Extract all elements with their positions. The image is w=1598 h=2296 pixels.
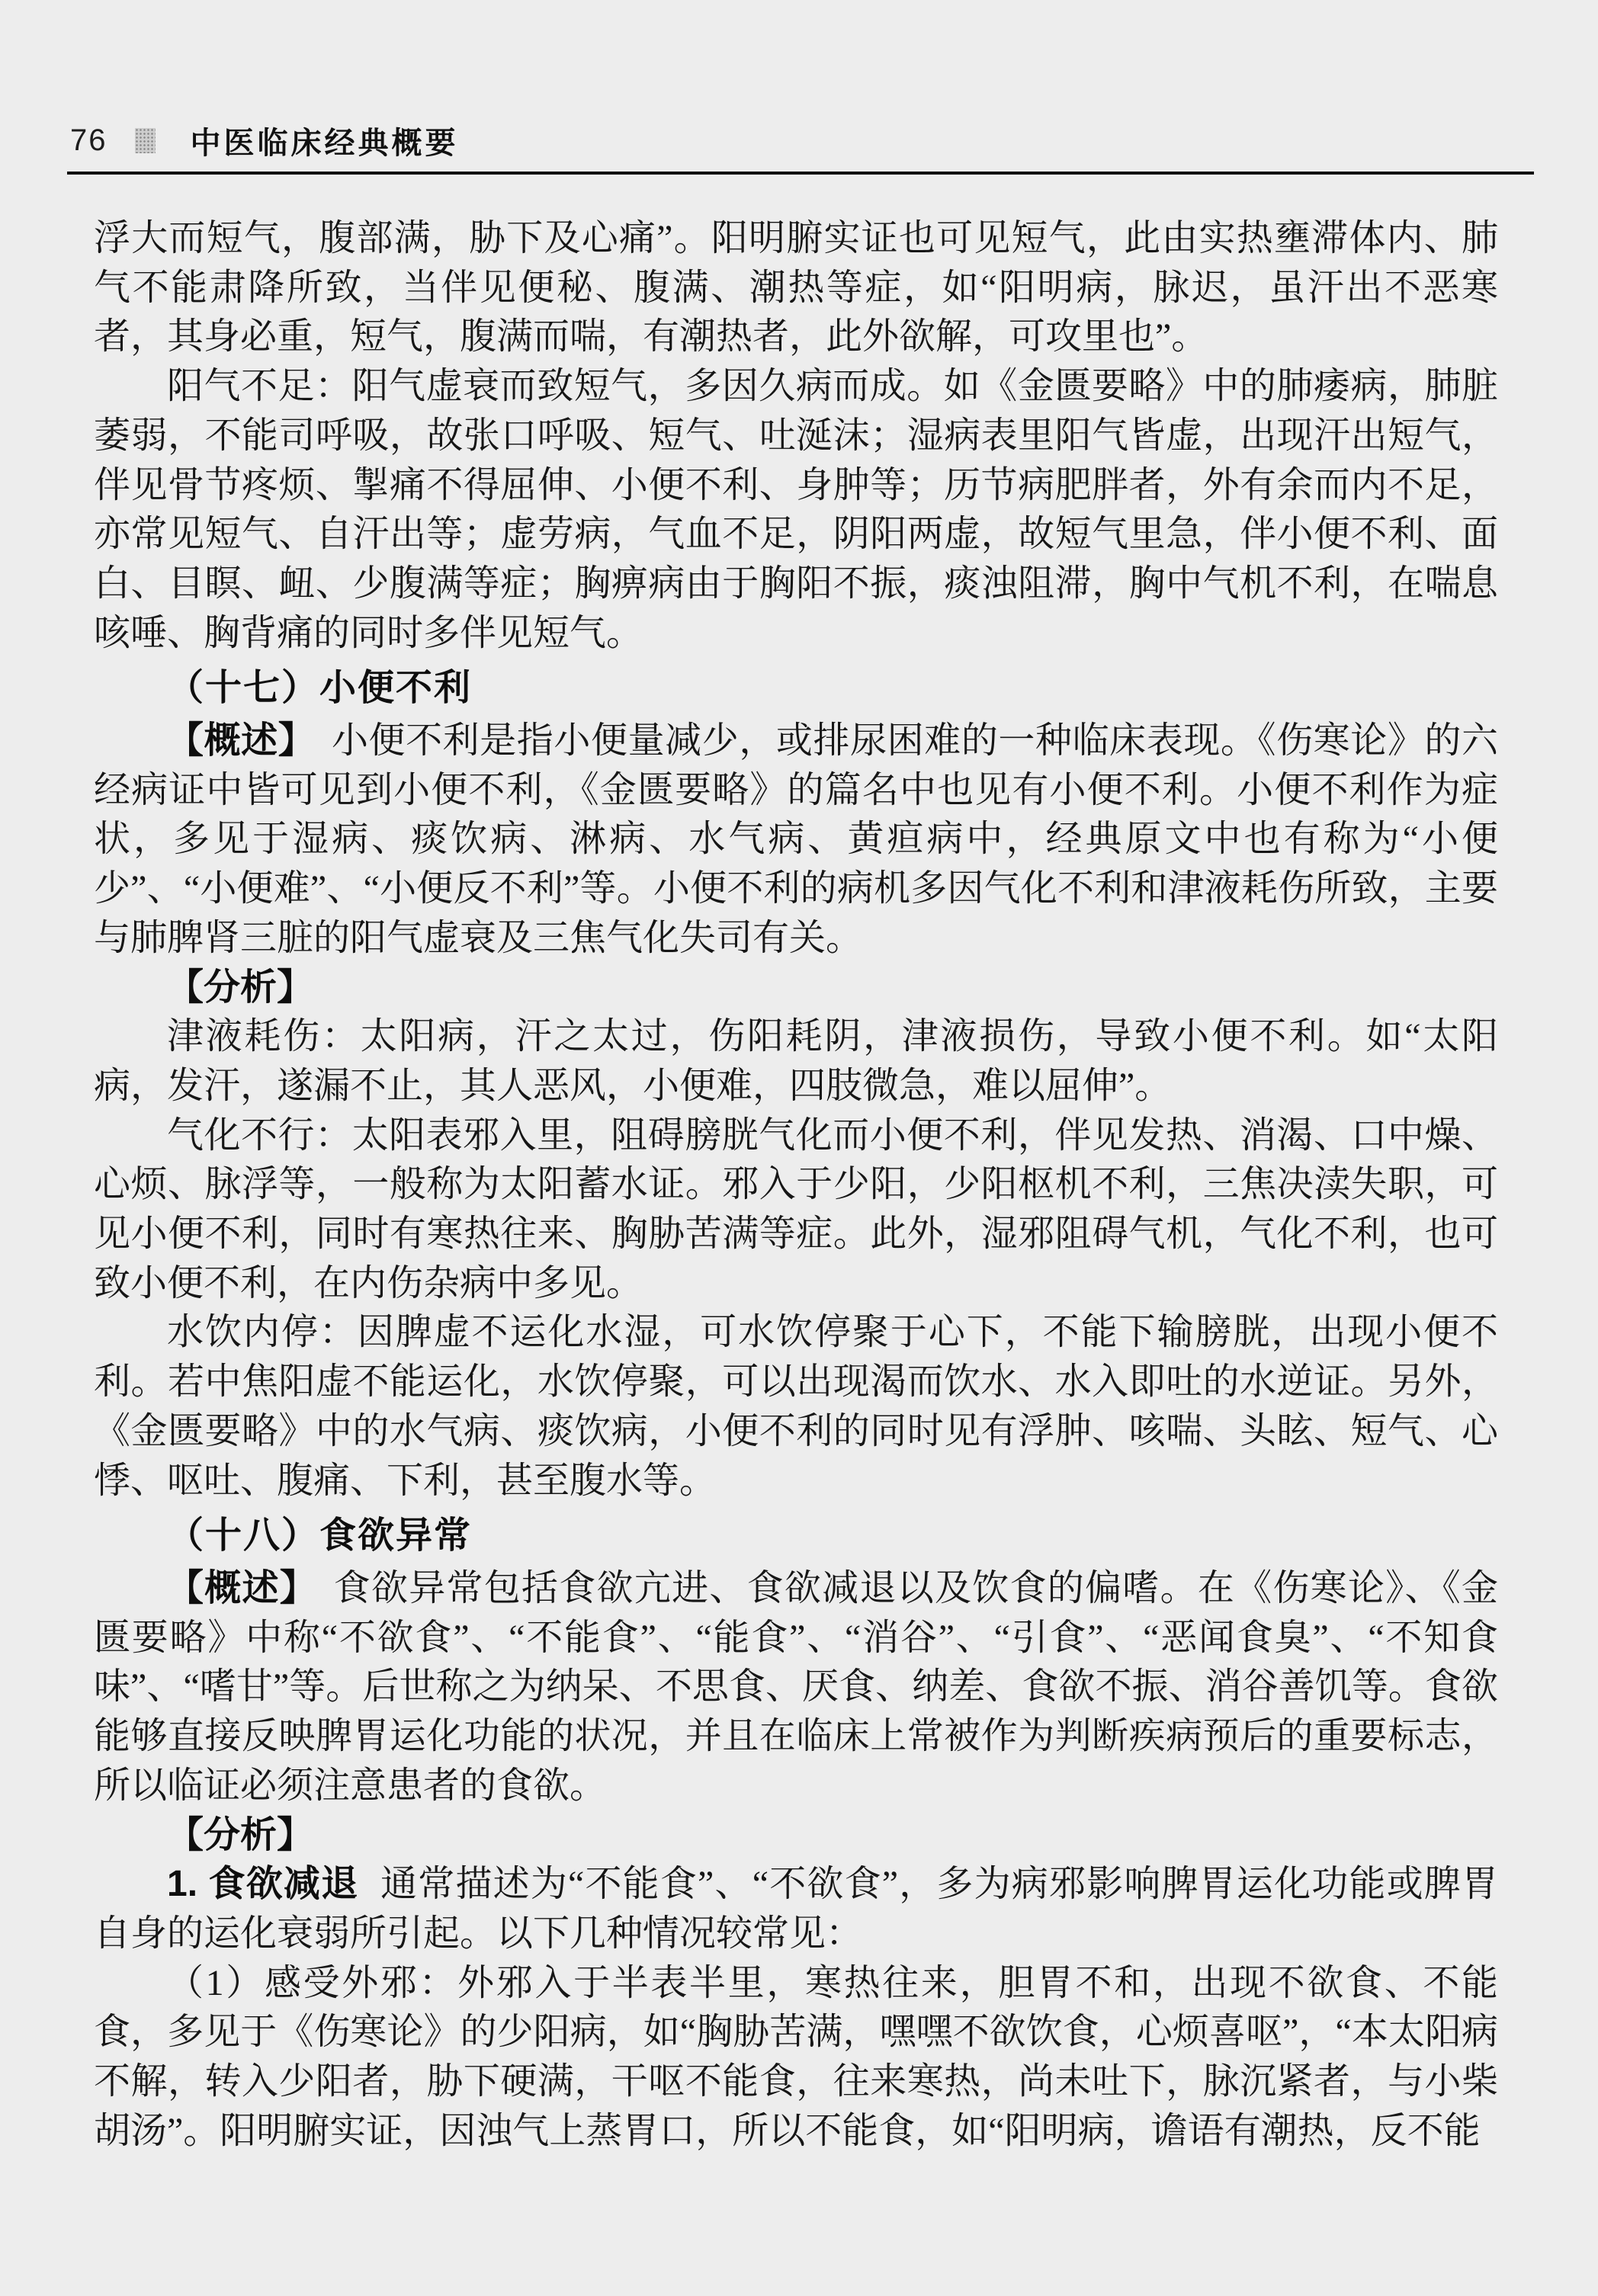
analysis-label: 【分析】 bbox=[167, 967, 314, 1008]
paragraph-qi-transformation-failure: 气化不行：太阳表邪入里，阻碍膀胱气化而小便不利，伴见发热、消渴、口中燥、心烦、脉浮等，一般称为太阳蓄水证。邪入于少阳，少阳枢机不利，三焦决渎失职，可见小便不利，同时有寒热往来、胸胁苦满等症。此外，湿邪阻碍气机，气化不利，也可致小便不利，在内伤杂病中多见。 bbox=[94, 1114, 1498, 1304]
header-rule bbox=[67, 172, 1534, 175]
page-number: 76 bbox=[70, 123, 107, 157]
paragraph-yang-deficiency: 阳气不足：阳气虚衰而致短气，多因久病而成。如《金匮要略》中的肺痿病，肺脏萎弱，不能司呼吸，故张口呼吸、短气、吐涎沫；湿病表里阳气皆虚，出现汗出短气，伴见骨节疼烦、掣痛不得屈伸、小便不利、身肿等；历节病肥胖者，外有余而内不足，亦常见短气、自汗出等；虚劳病，气血不足，阴阳两虚，故短气里急，伴小便不利、面白、目瞑、衄、少腹满等症；胸痹病由于胸阳不振，痰浊阻滞，胸中气机不利，在喘息咳唾、胸背痛的同时多伴见短气。 bbox=[94, 366, 1498, 653]
section-heading-17-urination-difficulty: （十七）小便不利 bbox=[167, 668, 473, 709]
page-header bbox=[0, 0, 1598, 162]
overview-label: 【概述】 bbox=[167, 1567, 318, 1608]
halftone-square-icon bbox=[135, 128, 156, 153]
paragraph-analysis-label-18 bbox=[94, 1811, 1498, 1861]
analysis-label: 【分析】 bbox=[167, 1814, 314, 1855]
paragraph-external-pathogen: （1）感受外邪：外邪入于半表半里，寒热往来，胆胃不和，出现不欲食、不能食，多见于《伤寒论》的少阳病，如“胸胁苦满，嘿嘿不欲饮食，心烦喜呕”，“本太阳病不解，转入少阳者，胁下硬满，干呕不能食，往来寒热，尚未吐下，脉沉紧者，与小柴胡汤”。阳明腑实证，因浊气上蒸胃口，所以不能食，如“阳明病，谵语有潮热，反不能 bbox=[94, 1962, 1498, 2151]
paragraph-water-retention: 水饮内停：因脾虚不运化水湿，可水饮停聚于心下，不能下输膀胱，出现小便不利。若中焦阳虚不能运化，水饮停聚，可以出现渴而饮水、水入即吐的水逆证。另外，《金匮要略》中的水气病、痰饮病，小便不利的同时见有浮肿、咳喘、头眩、短气、心悸、呕吐、腹痛、下利，甚至腹水等。 bbox=[94, 1312, 1498, 1501]
paragraph-analysis-label-17 bbox=[94, 964, 1498, 1013]
paragraph-overview-17 bbox=[94, 717, 1498, 964]
paragraph-overview-18 bbox=[94, 1564, 1498, 1811]
paragraph-appetite-decrease bbox=[94, 1860, 1498, 1958]
section-heading-18-appetite-abnormality: （十八）食欲异常 bbox=[167, 1515, 473, 1557]
overview-text: 小便不利是指小便量减少，或排尿困难的一种临床表现。《伤寒论》的六经病证中皆可见到小便不利，《金匮要略》的篇名中也见有小便不利。小便不利作为症状，多见于湿病、痰饮病、淋病、水气病、黄疸病中，经典原文中也有称为“小便少”、“小便难”、“小便反不利”等。小便不利的病机多因气化不利和津液耗伤所致，主要与肺脾肾三脏的阳气虚衰及三焦气化失司有关。 bbox=[94, 720, 1498, 958]
paragraph-short-breath-continuation: 浮大而短气，腹部满，胁下及心痛”。阳明腑实证也可见短气，此由实热壅滞体内、肺气不能肃降所致，当伴见便秘、腹满、潮热等症，如“阳明病，脉迟，虽汗出不恶寒者，其身必重，短气，腹满而喘，有潮热者，此外欲解，可攻里也”。 bbox=[94, 218, 1498, 358]
paragraph-fluid-depletion: 津液耗伤：太阳病，汗之太过，伤阳耗阴，津液损伤，导致小便不利。如“太阳病，发汗，遂漏不止，其人恶风，小便难，四肢微急，难以屈伸”。 bbox=[94, 1016, 1498, 1106]
page-body bbox=[94, 214, 1498, 2156]
overview-label: 【概述】 bbox=[167, 720, 316, 762]
numbered-subheading: 1. 食欲减退 bbox=[167, 1864, 359, 1905]
appetite-decrease-text: 通常描述为“不能食”、“不欲食”，多为病邪影响脾胃运化功能或脾胃自身的运化衰弱所引起。以下几种情况较常见： bbox=[94, 1864, 1498, 1954]
overview-text: 食欲异常包括食欲亢进、食欲减退以及饮食的偏嗜。在《伤寒论》、《金匮要略》中称“不欲食”、“不能食”、“能食”、“消谷”、“引食”、“恶闻食臭”、“不知食味”、“嗜甘”等。后世称之为纳呆、不思食、厌食、纳差、食欲不振、消谷善饥等。食欲能够直接反映脾胃运化功能的状况，并且在临床上常被作为判断疾病预后的重要标志，所以临证必须注意患者的食欲。 bbox=[94, 1567, 1498, 1806]
book-title: 中医临床经典概要 bbox=[190, 127, 459, 160]
